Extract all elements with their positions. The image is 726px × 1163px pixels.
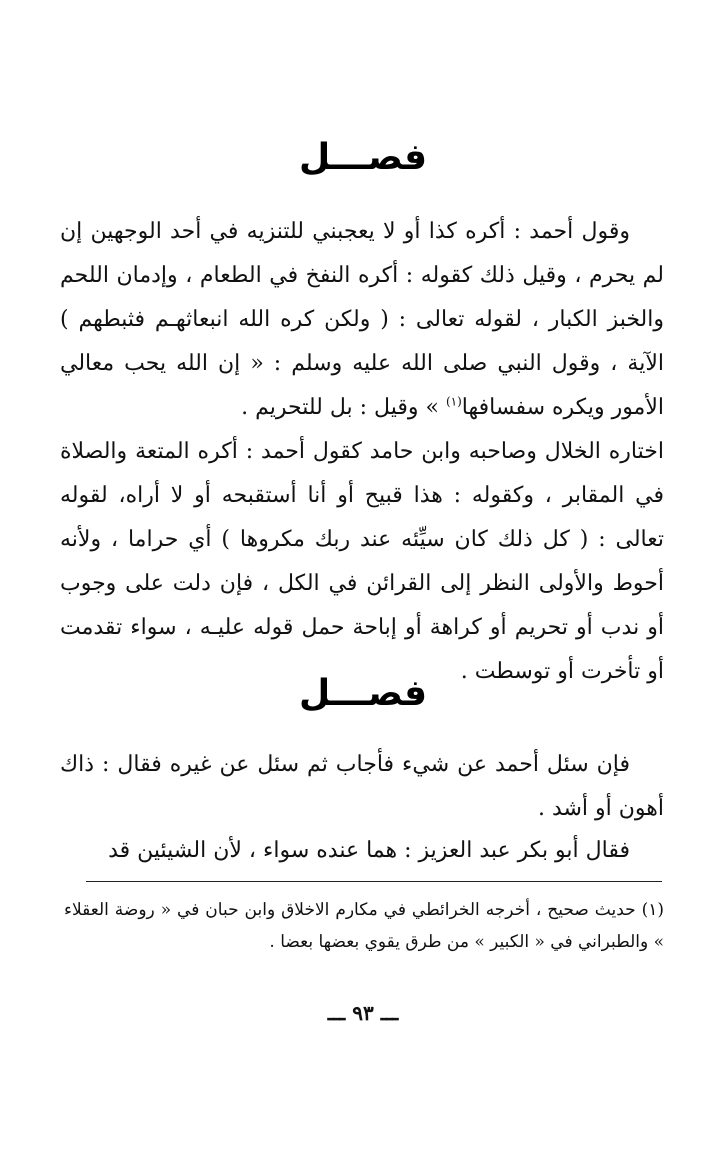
section-1-paragraph-1-text: وقول أحمد : أكره كذا أو لا يعجبني للتنزيه في أحد الوجهين إن لم يحرم ، وقيل ذلك كقوله : أكره النفخ في الطعام ، وإدمان اللحم والخبز الكبار ، لقوله تعالى : ( ولكن كره الله انبعاثهـم فثبطهم ) الآية ، وقول النبي صلى الله عليه وسلم : « إن الله يحب معالي الأمور ويكره سفسافها — [60, 219, 664, 420]
section-1-body — [60, 210, 664, 694]
section-2-paragraph-1: فإن سئل أحمد عن شيء فأجاب ثم سئل عن غيره فقال : ذاك أهون أو أشد . — [60, 752, 664, 821]
footnote: (١) حديث صحيح ، أخرجه الخرائطي في مكارم الاخلاق وابن حبان في « روضة العقلاء » والطبراني في « الكبير » من طرق يقوي بعضها بعضا . — [64, 900, 664, 952]
page-number: ـــ ٩٣ ـــ — [327, 1001, 399, 1025]
section-1-paragraph-1 — [60, 210, 664, 430]
section-2-paragraph-2-block — [60, 829, 664, 873]
footnote-reference-marker: (١) — [445, 394, 462, 409]
section-2-paragraph-2: فقال أبو بكر عبد العزيز : هما عنده سواء ، لأن الشيئين قد — [108, 838, 630, 863]
footnote-divider — [86, 881, 662, 882]
section-1-paragraph-1-tail: » وقيل : بل للتحريم . — [241, 395, 446, 420]
section-heading-2: فصـــل — [298, 673, 428, 714]
section-1-paragraph-2: اختاره الخلال وصاحبه وابن حامد كقول أحمد : أكره المتعة والصلاة في المقابر ، وكقوله : هذا قبيح أو أنا أستقبحه أو لا أراه، لقوله تعالى : ( كل ذلك كان سيِّئه عند ربك مكروها ) أي حراما ، ولأنه أحوط والأولى النظر إلى القرائن في الكل ، فإن دلت على وجوب أو ندب أو تحريم أو كراهة أو إباحة حمل قوله عليـه ، سواء تقدمت أو تأخرت أو توسطت . — [60, 439, 664, 684]
section-heading-1: فصـــل — [298, 137, 428, 178]
section-2-paragraph-1-block — [60, 743, 664, 831]
